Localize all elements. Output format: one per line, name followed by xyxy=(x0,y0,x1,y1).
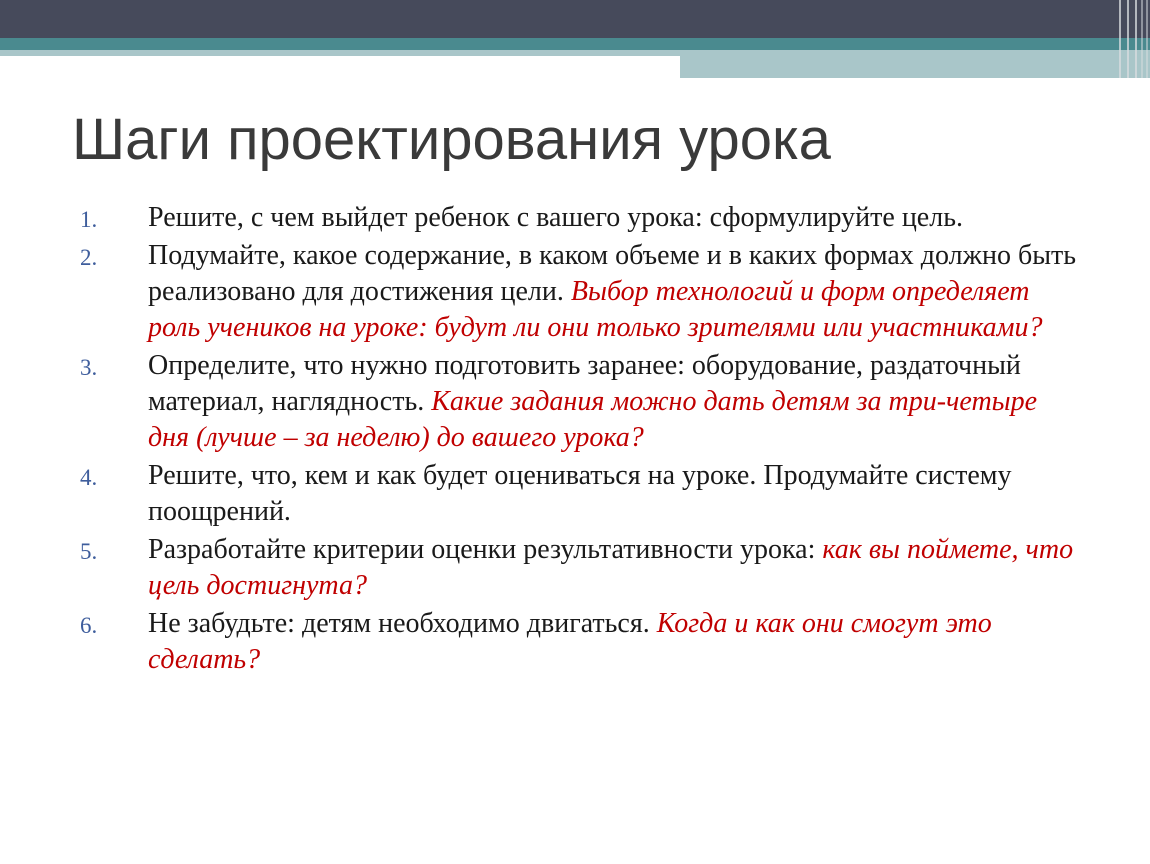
item-text: Определите, что нужно подготовить заранее: оборудование, раздаточный материал, наглядность. Какие задания можно дать детям за три-четыре дня (лучше – за неделю) до вашего урока? xyxy=(148,350,1038,453)
item-number: 2. xyxy=(80,245,98,270)
item-text: Подумайте, какое содержание, в каком объеме и в каких формах должно быть реализовано для достижения цели. Выбор технологий и форм определяет роль учеников на уроке: будут ли они только зрителями или участниками? xyxy=(148,240,1077,343)
item-text: Решите, что, кем и как будет оцениваться на уроке. Продумайте систему поощрений. xyxy=(148,460,1012,527)
item-number: 6. xyxy=(80,613,98,638)
item-highlight: как вы поймете, что цель достигнута? xyxy=(148,534,1074,601)
header-band-light-right xyxy=(680,50,1150,78)
list-item xyxy=(80,606,1080,678)
item-number: 4. xyxy=(80,465,98,490)
item-text: Не забудьте: детям необходимо двигаться. Когда и как они смогут это сделать? xyxy=(148,608,992,675)
steps-list xyxy=(80,200,1080,680)
item-highlight: Какие задания можно дать детям за три-четыре дня (лучше – за неделю) до вашего урока? xyxy=(148,386,1038,453)
item-highlight: Когда и как они смогут это сделать? xyxy=(148,608,992,675)
item-number: 5. xyxy=(80,539,98,564)
list-item xyxy=(80,458,1080,530)
list-item xyxy=(80,238,1080,346)
item-number: 1. xyxy=(80,207,98,232)
item-text: Решите, с чем выйдет ребенок с вашего урока: сформулируйте цель. xyxy=(148,202,963,233)
list-item xyxy=(80,532,1080,604)
header-band-light xyxy=(0,50,680,56)
item-text: Разработайте критерии оценки результативности урока: как вы поймете, что цель достигнута? xyxy=(148,534,1074,601)
list-item xyxy=(80,348,1080,456)
item-highlight: Выбор технологий и форм определяет роль учеников на уроке: будут ли они только зрителями или участниками? xyxy=(148,276,1043,343)
header-band-teal xyxy=(0,38,1150,50)
slide-title: Шаги проектирования урока xyxy=(72,107,831,172)
corner-stripes-decoration xyxy=(1112,0,1150,78)
list-item xyxy=(80,200,1080,236)
header-band-dark xyxy=(0,0,1150,38)
item-number: 3. xyxy=(80,355,98,380)
